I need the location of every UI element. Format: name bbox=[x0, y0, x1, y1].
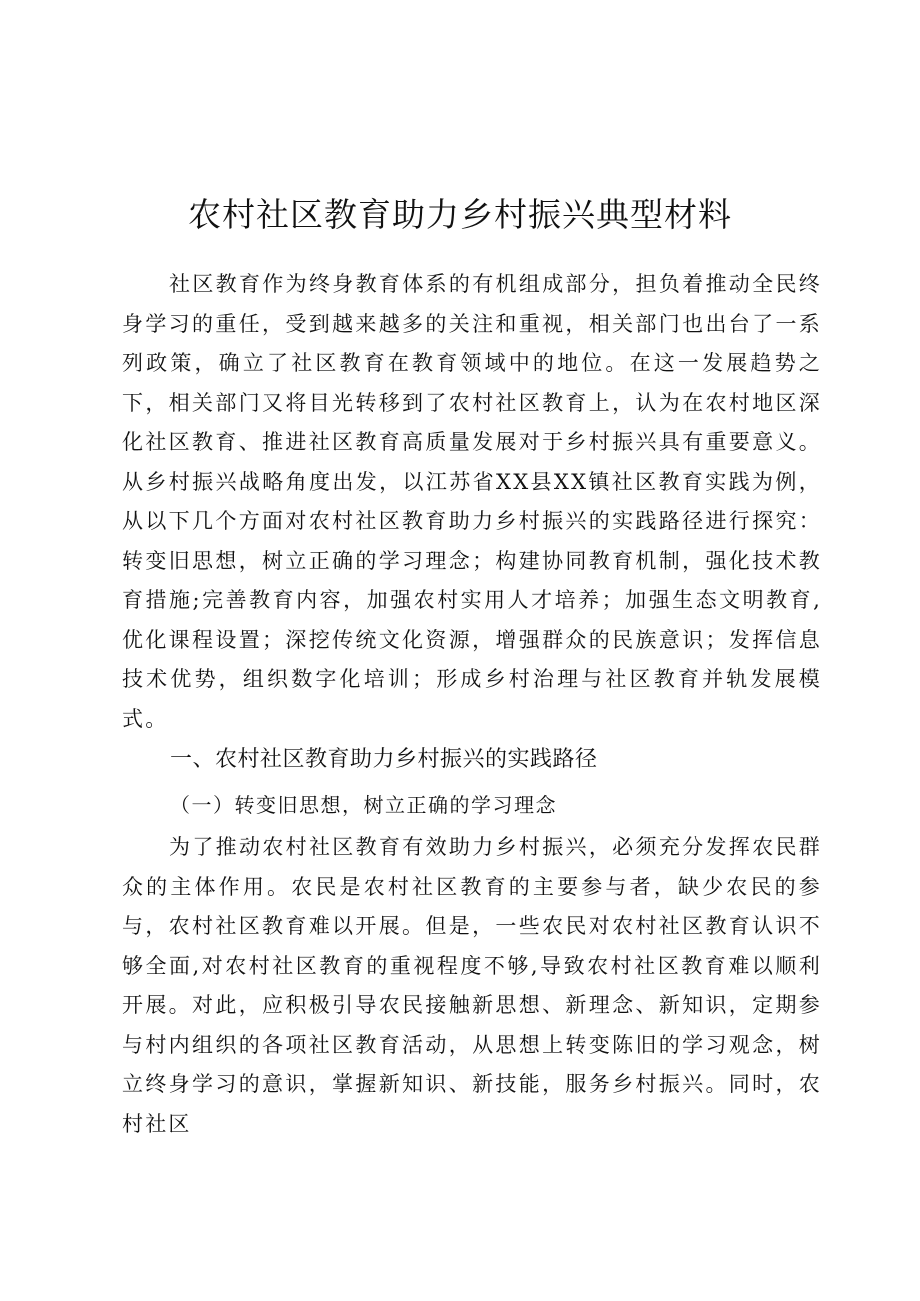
section-heading: 一、农村社区教育助力乡村振兴的实践路径 bbox=[170, 747, 598, 772]
subsection-heading: （一）转变旧思想，树立正确的学习理念 bbox=[170, 793, 557, 817]
subsection-paragraph: 为了推动农村社区教育有效助力乡村振兴，必须充分发挥农民群众的主体作用。农民是农村社区教育的主要参与者，缺少农民的参与，农村社区教育难以开展。但是，一些农民对农村社区教育认识不够全面,对农村社区教育的重视程度不够,导致农村社区教育难以顺利开展。对此，应积极引导农民接触新思想、新理念、新知识，定期参与村内组织的各项社区教育活动，从思想上转变陈旧的学习观念，树立终身学习的意识，掌握新知识、新技能，服务乡村振兴。同时，农村社区 bbox=[122, 835, 822, 1136]
document-title: 农村社区教育助力乡村振兴典型材料 bbox=[188, 195, 732, 234]
intro-paragraph: 社区教育作为终身教育体系的有机组成部分，担负着推动全民终身学习的重任，受到越来越多的关注和重视，相关部门也出台了一系列政策，确立了社区教育在教育领域中的地位。在这一发展趋势之下，相关部门又将目光转移到了农村社区教育上，认为在农村地区深化社区教育、推进社区教育高质量发展对于乡村振兴具有重要意义。从乡村振兴战略角度出发，以江苏省XX县XX镇社区教育实践为例，从以下几个方面对农村社区教育助力乡村振兴的实践路径进行探究：转变旧思想，树立正确的学习理念；构建协同教育机制，强化技术教育措施;完善教育内容，加强农村实用人才培养；加强生态文明教育,优化课程设置；深挖传统文化资源，增强群众的民族意识；发挥信息技术优势，组织数字化培训；形成乡村治理与社区教育并轨发展模式。 bbox=[122, 272, 822, 731]
